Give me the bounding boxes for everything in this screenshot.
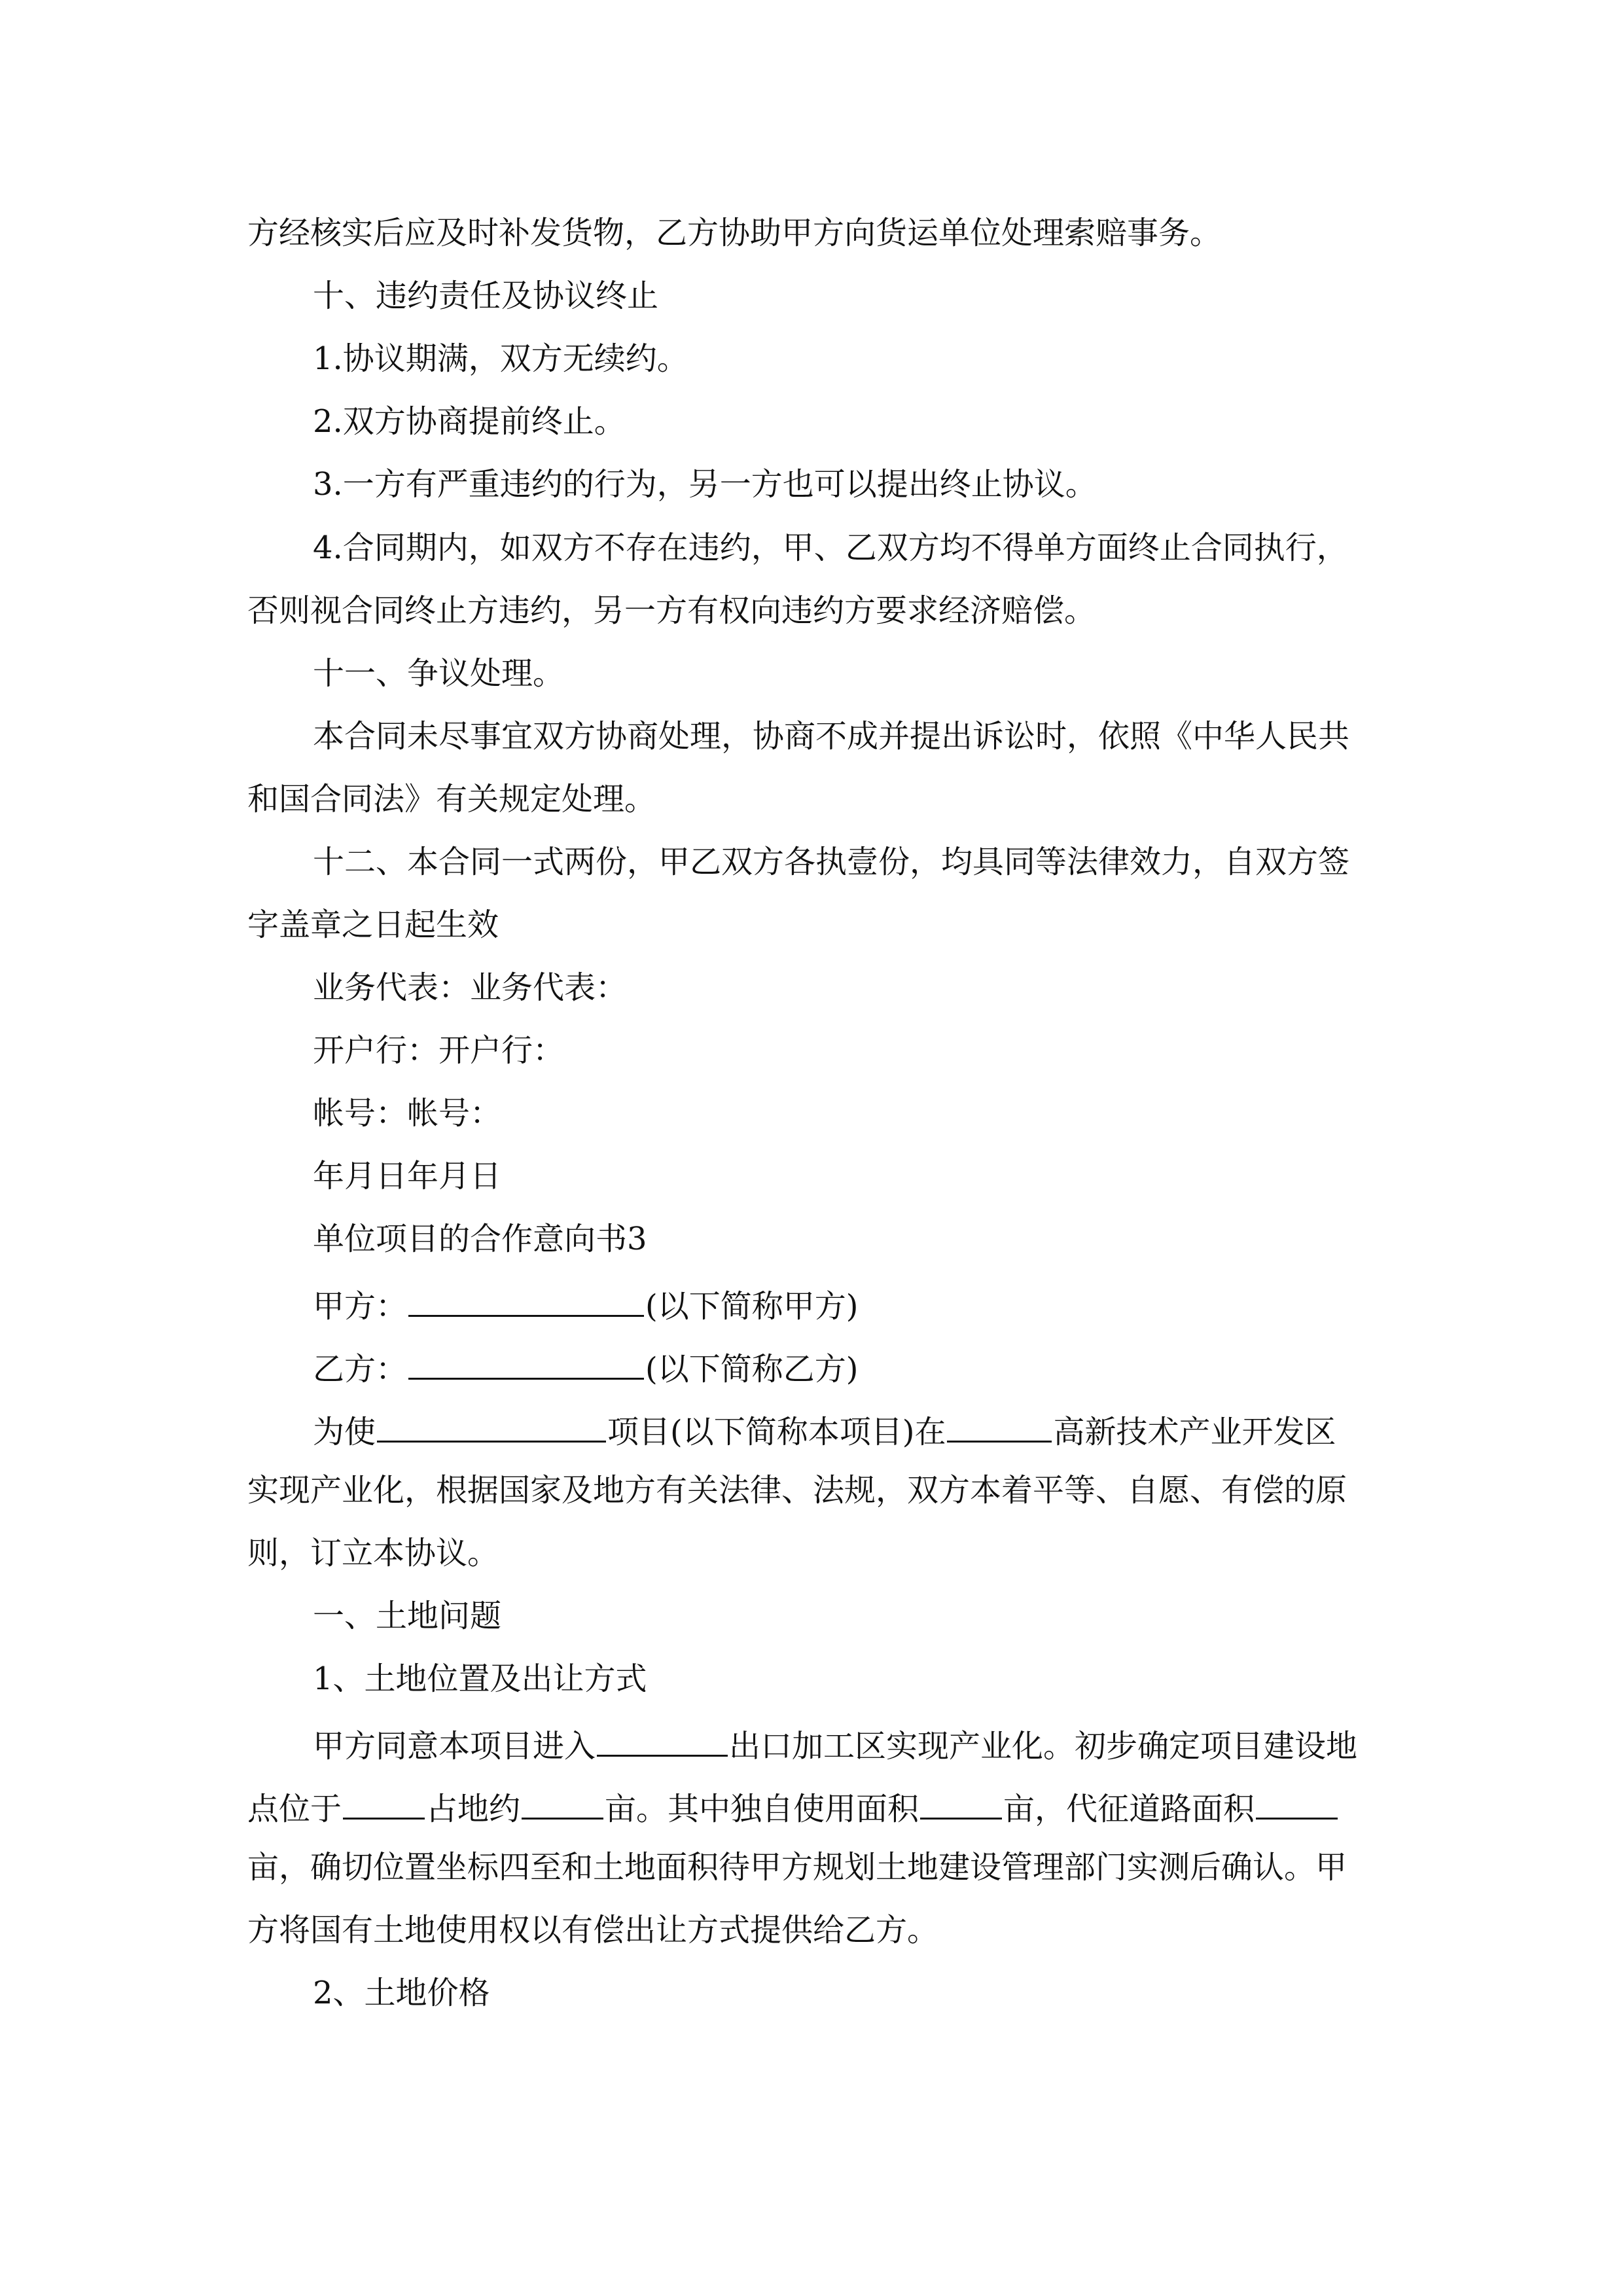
- section-heading: 十一、争议处理。: [313, 655, 565, 692]
- land-text: 出口加工区实现产业化。初步确定项目建设地: [729, 1728, 1358, 1765]
- land-text: 亩。其中独自使用面积: [605, 1791, 919, 1827]
- party-b-label: 乙方：: [313, 1351, 408, 1388]
- section-heading: 一、土地问题: [313, 1598, 502, 1634]
- land-text: 甲方同意本项目进入: [313, 1728, 596, 1765]
- zone-blank: [597, 1726, 728, 1757]
- subsection-heading: 1、土地位置及出让方式: [313, 1660, 647, 1697]
- document-title: 单位项目的合作意向书3: [313, 1221, 647, 1257]
- text-line: 方将国有土地使用权以有偿出让方式提供给乙方。: [247, 1912, 939, 1948]
- land-text: 占地约: [426, 1791, 521, 1827]
- land-line-1: [313, 1726, 1358, 1765]
- text-line: 否则视合同终止方违约，另一方有权向违约方要求经济赔偿。: [247, 592, 1096, 629]
- bank-field: 开户行：开户行：: [313, 1032, 565, 1069]
- party-a-label: 甲方：: [313, 1288, 408, 1325]
- own-area-blank: [920, 1789, 1002, 1820]
- party-a-line: [313, 1286, 859, 1325]
- area-blank: [522, 1789, 603, 1820]
- subsection-heading: 2、土地价格: [313, 1975, 490, 2011]
- list-item: 2.双方协商提前终止。: [313, 403, 626, 440]
- land-line-2: [247, 1789, 1339, 1825]
- land-text: 点位于: [247, 1791, 342, 1827]
- section-heading: 十、违约责任及协议终止: [313, 278, 659, 314]
- party-b-blank: [408, 1349, 644, 1380]
- list-item: 4.合同期内，如双方不存在违约，甲、乙双方均不得单方面终止合同执行，: [313, 529, 1348, 566]
- project-name-blank: [377, 1412, 606, 1443]
- section-heading: 十二、本合同一式两份，甲乙双方各执壹份，均具同等法律效力，自双方签: [313, 844, 1350, 880]
- text-line: 方经核实后应及时补发货物，乙方协助甲方向货运单位处理索赔事务。: [247, 215, 1222, 251]
- list-item: 3.一方有严重违约的行为，另一方也可以提出终止协议。: [313, 466, 1097, 503]
- location-blank: [343, 1789, 425, 1820]
- road-area-blank: [1256, 1789, 1338, 1820]
- land-text: 亩，代征道路面积: [1003, 1791, 1255, 1827]
- list-item: 1.协议期满，双方无续约。: [313, 340, 688, 377]
- text-line: 本合同未尽事宜双方协商处理，协商不成并提出诉讼时，依照《中华人民共: [313, 718, 1350, 755]
- party-b-line: [313, 1349, 859, 1388]
- party-a-blank: [408, 1286, 644, 1317]
- purpose-part3: 高新技术产业开发区: [1053, 1414, 1336, 1450]
- party-a-suffix: (以下简称甲方): [645, 1288, 859, 1325]
- purpose-part2: 项目(以下简称本项目)在: [607, 1414, 946, 1450]
- purpose-line: [313, 1412, 1336, 1448]
- purpose-part1: 为使: [313, 1414, 376, 1450]
- text-line: 实现产业化，根据国家及地方有关法律、法规，双方本着平等、自愿、有偿的原: [247, 1472, 1347, 1509]
- party-b-suffix: (以下简称乙方): [645, 1351, 859, 1388]
- signature-field: 业务代表：业务代表：: [313, 969, 628, 1006]
- text-line: 和国合同法》有关规定处理。: [247, 781, 656, 817]
- date-field: 年月日年月日: [313, 1158, 502, 1194]
- zone-name-blank: [947, 1412, 1052, 1443]
- text-line: 字盖章之日起生效: [247, 906, 499, 943]
- text-line: 亩，确切位置坐标四至和土地面积待甲方规划土地建设管理部门实测后确认。甲: [247, 1849, 1347, 1886]
- text-line: 则，订立本协议。: [247, 1535, 499, 1571]
- account-field: 帐号：帐号：: [313, 1095, 502, 1132]
